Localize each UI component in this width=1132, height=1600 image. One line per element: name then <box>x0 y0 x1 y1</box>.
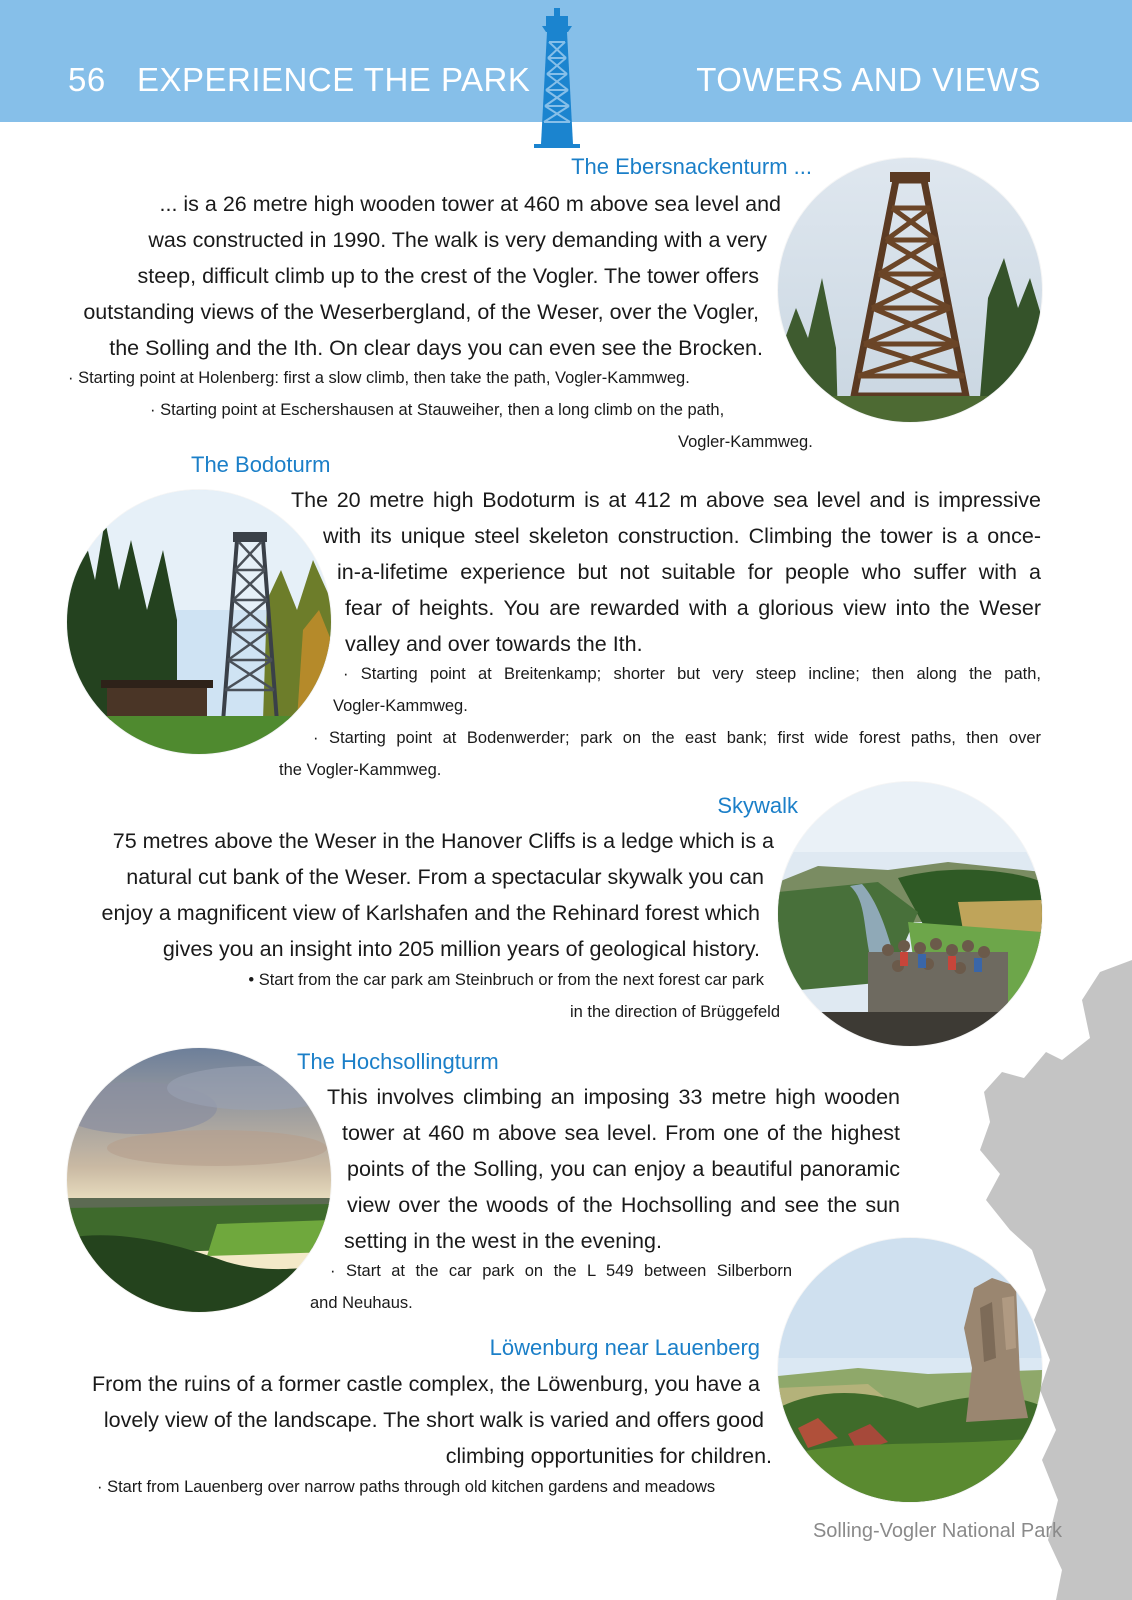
text-ebersnackenturm <box>83 186 781 366</box>
note-ebersnackenturm-2: · Starting point at Eschershausen at Stauweiher, then a long climb on the path, <box>150 401 725 419</box>
text-line: natural cut bank of the Weser. From a spectacular skywalk you can <box>126 865 764 889</box>
note-ebersnackenturm-1: · Starting point at Holenberg: first a slow climb, then take the path, Vogler-Kammweg. <box>68 369 690 387</box>
text-line: gives you an insight into 205 million years of geological history. <box>162 937 760 961</box>
photo-loewenburg <box>778 1238 1042 1502</box>
text-line: in-a-lifetime experience but not suitable for people who suffer with a <box>337 560 1041 584</box>
heading-skywalk: Skywalk <box>717 793 798 818</box>
text-bodoturm <box>291 482 1041 662</box>
topic-title: TOWERS AND VIEWS <box>696 61 1041 98</box>
wooden-tower-photo <box>778 158 1042 422</box>
text-line: points of the Solling, you can enjoy a beautiful panoramic <box>347 1157 900 1181</box>
page-number: 56 <box>68 61 106 98</box>
text-line: 75 metres above the Weser in the Hanover Cliffs is a ledge which is a <box>112 829 774 853</box>
note-bodoturm-1: · Starting point at Breitenkamp; shorter but very steep incline; then along the path, <box>343 665 1041 683</box>
note-hochsollingturm-1: · Start at the car park on the L 549 between Silberborn <box>330 1262 792 1280</box>
lookout-tower-icon <box>534 8 580 148</box>
sunset-panorama-photo <box>67 1048 331 1312</box>
note-skywalk-1: • Start from the car park am Steinbruch or from the next forest car park <box>248 971 764 989</box>
note-loewenburg-1: · Start from Lauenberg over narrow paths through old kitchen gardens and meadows <box>97 1478 716 1496</box>
text-loewenburg <box>92 1366 772 1474</box>
heading-loewenburg: Löwenburg near Lauenberg <box>489 1335 760 1360</box>
text-line: setting in the west in the evening. <box>344 1229 662 1253</box>
note-bodoturm-4: the Vogler-Kammweg. <box>279 761 442 779</box>
note-skywalk-2: in the direction of Brüggefeld <box>569 1003 780 1021</box>
text-line: climbing opportunities for children. <box>445 1444 772 1468</box>
heading-bodoturm: The Bodoturm <box>191 452 331 477</box>
text-line: The 20 metre high Bodoturm is at 412 m above sea level and is impressive <box>291 488 1041 512</box>
text-line: enjoy a magnificent view of Karlshafen and the Rehinard forest which <box>101 901 760 925</box>
text-line: lovely view of the landscape. The short walk is varied and offers good <box>103 1408 764 1432</box>
text-line: tower at 460 m above sea level. From one of the highest <box>342 1121 900 1145</box>
heading-hochsollingturm: The Hochsollingturm <box>297 1049 499 1074</box>
note-bodoturm-2: Vogler-Kammweg. <box>333 697 468 715</box>
note-hochsollingturm-2: and Neuhaus. <box>310 1294 413 1312</box>
text-line: the Solling and the Ith. On clear days you can even see the Brocken. <box>109 336 763 360</box>
photo-skywalk <box>778 782 1042 1046</box>
note-ebersnackenturm-3: Vogler-Kammweg. <box>678 433 813 451</box>
photo-ebersnackenturm <box>778 158 1042 422</box>
text-line: was constructed in 1990. The walk is very demanding with a very <box>148 228 767 252</box>
text-line: steep, difficult climb up to the crest of the Vogler. The tower offers <box>137 264 759 288</box>
text-line: with its unique steel skeleton construction. Climbing the tower is a once- <box>323 524 1041 548</box>
heading-ebersnackenturm: The Ebersnackenturm ... <box>571 154 812 179</box>
text-line: From the ruins of a former castle complex, the Löwenburg, you have a <box>91 1372 760 1396</box>
text-line: view over the woods of the Hochsolling and see the sun <box>347 1193 900 1217</box>
text-hochsollingturm <box>327 1079 900 1259</box>
footer-publication: Solling-Vogler National Park <box>812 1520 1062 1542</box>
river-valley-photo <box>778 782 1042 1046</box>
text-line: outstanding views of the Weserbergland, of the Weser, over the Vogler, <box>83 300 759 324</box>
castle-ruin-photo <box>778 1238 1042 1502</box>
text-line: ... is a 26 metre high wooden tower at 460 m above sea level and <box>159 192 781 216</box>
text-line: This involves climbing an imposing 33 metre high wooden <box>327 1085 900 1109</box>
section-title: EXPERIENCE THE PARK <box>137 61 531 98</box>
photo-hochsollingturm <box>67 1048 331 1312</box>
text-skywalk <box>101 823 774 967</box>
text-line: valley and over towards the Ith. <box>345 632 643 656</box>
note-bodoturm-3: · Starting point at Bodenwerder; park on the east bank; first wide forest paths, then over <box>313 729 1041 747</box>
text-line: fear of heights. You are rewarded with a glorious view into the Weser <box>345 596 1041 620</box>
